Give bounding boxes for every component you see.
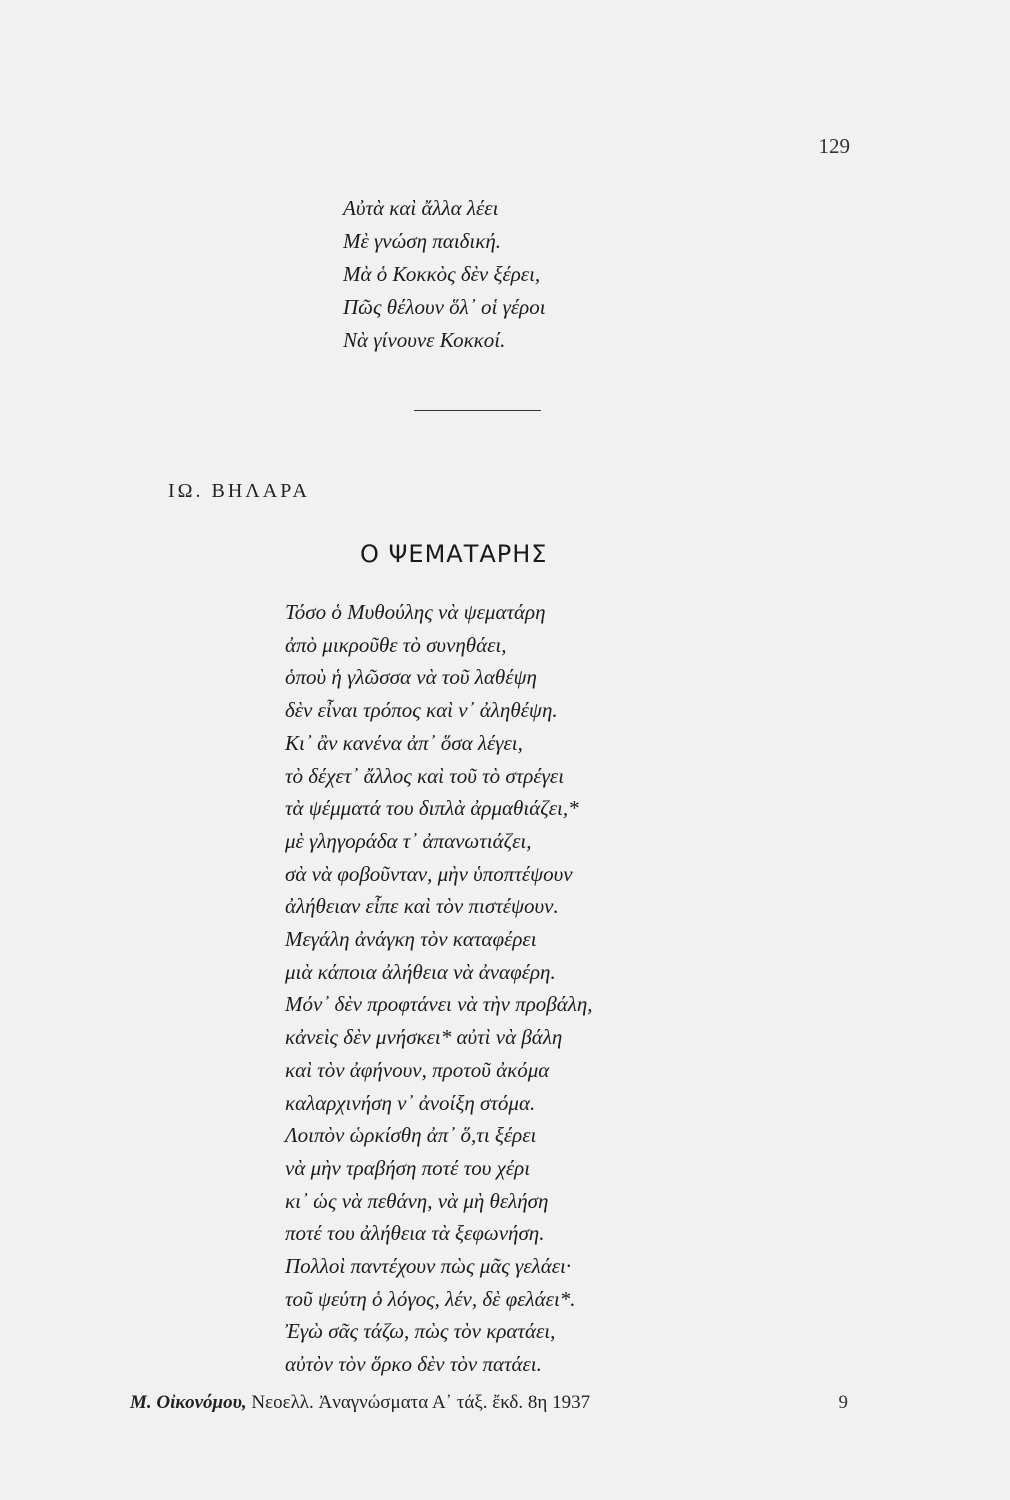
sheet-number: 9	[838, 1392, 848, 1413]
poem-line: ὁποὺ ἡ γλῶσσα νὰ τοῦ λαθέψη	[285, 665, 537, 690]
poem-line: Πολλοὶ παντέχουν πὼς μᾶς γελάει·	[285, 1254, 572, 1279]
poem-line: κἀνεὶς δὲν μνήσκει* αὐτὶ νὰ βάλη	[285, 1025, 563, 1050]
poem-line: ἀλήθειαν εἶπε καὶ τὸν πιστέψουν.	[285, 894, 559, 919]
poem-body	[285, 596, 593, 1381]
poem-line: καλαρχινήση ν᾽ ἀνοίξη στόμα.	[285, 1090, 536, 1115]
stanza-line: Μὰ ὁ Κοκκὸς δὲν ξέρει,	[343, 262, 541, 286]
poem-line: Λοιπὸν ὡρκίσθη ἀπ᾽ ὅ,τι ξέρει	[285, 1123, 537, 1148]
stanza-line: Αὐτὰ καὶ ἄλλα λέει	[343, 196, 499, 220]
poem-line: σὰ νὰ φοβοῦνταν, μὴν ὑποπτέψουν	[285, 861, 573, 886]
stanza-line: Μὲ γνώση παιδική.	[343, 229, 502, 253]
poem-line: Τόσο ὁ Μυθούλης νὰ ψεματάρη	[285, 600, 546, 624]
poem-title: Ο ΨΕΜΑΤΑΡΗΣ	[360, 540, 548, 568]
poem-line: νὰ μὴν τραβήση ποτέ του χέρι	[285, 1155, 531, 1180]
section-divider	[414, 410, 541, 411]
poem-line: τοῦ ψεύτη ὁ λόγος, λέν, δὲ φελάει*.	[285, 1286, 576, 1311]
stanza-line: Νὰ γίνουνε Κοκκοί.	[343, 328, 506, 352]
poem-line: Κι᾽ ἂν κανένα ἀπ᾽ ὅσα λέγει,	[285, 730, 523, 755]
footer-author: Μ. Οἰκονόμου,	[130, 1392, 247, 1413]
footer-source: Νεοελλ. Ἀναγνώσματα Α᾽ τάξ. ἔκδ. 8η 1937	[246, 1392, 591, 1413]
stanza-line: Πῶς θέλουν ὅλ᾽ οἱ γέροι	[343, 295, 546, 319]
poem-line: Ἐγὼ σᾶς τάζω, πὼς τὸν κρατάει,	[285, 1319, 556, 1344]
poem-line: Μεγάλη ἀνάγκη τὸν καταφέρει	[285, 927, 537, 952]
poem-author: ΙΩ. ΒΗΛΑΡΑ	[168, 480, 311, 502]
poem-line: μὲ γληγοράδα τ᾽ ἀπανωτιάζει,	[285, 828, 532, 853]
page-number: 129	[818, 134, 850, 158]
previous-poem-ending	[343, 192, 546, 357]
poem-line: ἀπὸ μικροῦθε τὸ συνηθάει,	[285, 632, 507, 657]
poem-line: τὸ δέχετ᾽ ἄλλος καὶ τοῦ τὸ στρέγει	[285, 763, 565, 788]
poem-line: καὶ τὸν ἀφήνουν, προτοῦ ἀκόμα	[285, 1057, 550, 1082]
poem-line: δὲν εἶναι τρόπος καὶ ν᾽ ἀληθέψη.	[285, 698, 558, 723]
poem-line: Μόν᾽ δὲν προφτάνει νὰ τὴν προβάλη,	[285, 992, 593, 1017]
footer-citation	[130, 1392, 590, 1414]
poem-line: αὐτὸν τὸν ὅρκο δὲν τὸν πατάει.	[285, 1352, 542, 1377]
poem-line: τὰ ψέμματά του διπλὰ ἀρμαθιάζει,*	[285, 796, 579, 821]
poem-line: μιὰ κάποια ἀλήθεια νὰ ἀναφέρη.	[285, 959, 556, 984]
poem-line: κι᾽ ὡς νὰ πεθάνη, νὰ μὴ θελήση	[285, 1188, 549, 1213]
poem-line: ποτέ του ἀλήθεια τὰ ξεφωνήση.	[285, 1221, 545, 1246]
